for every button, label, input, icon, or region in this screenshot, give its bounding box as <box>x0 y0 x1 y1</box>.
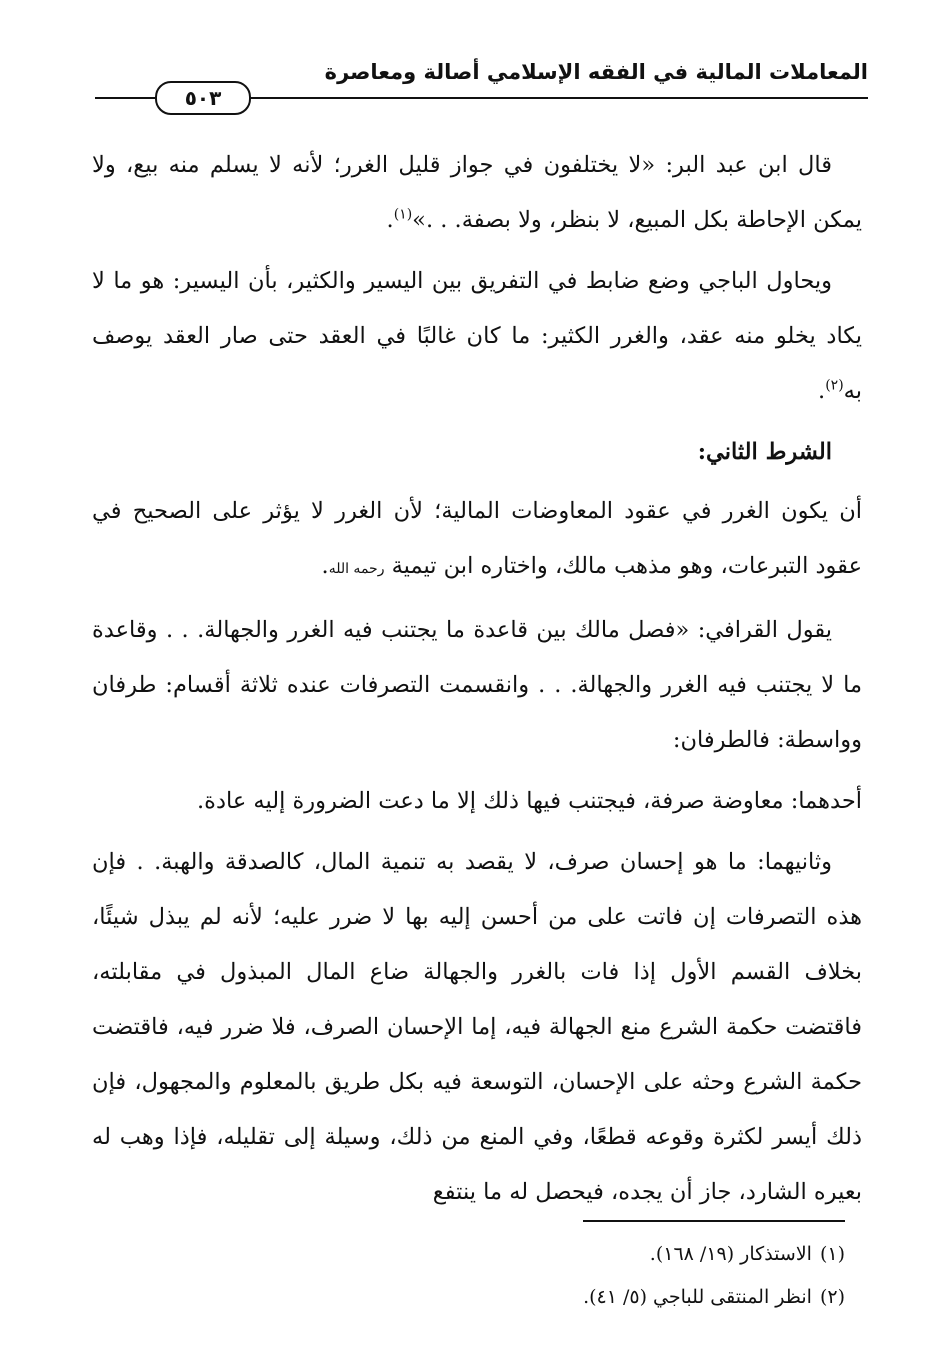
footnote-separator <box>583 1220 845 1222</box>
footnote-ref-1[interactable]: (١) <box>393 206 413 223</box>
paragraph-text: قال ابن عبد البر: «لا يختلفون في جواز قليل الغرر؛ لأنه لا يسلم منه بيع، ولا يمكن الإحاطة بكل المبيع، لا بنظر، ولا بصفة. . .» <box>92 152 862 233</box>
paragraph-ibn-abd-al-barr <box>92 138 862 248</box>
footnote-text: انظر المنتقى للباجي (٥/ ٤١). <box>583 1286 812 1308</box>
book-title: المعاملات المالية في الفقه الإسلامي أصالة ومعاصرة <box>324 60 868 84</box>
footnote-1 <box>85 1233 845 1276</box>
honorific-glyph: رحمه الله <box>328 561 385 577</box>
paragraph-second-part: وثانيهما: ما هو إحسان صرف، لا يقصد به تنمية المال، كالصدقة والهبة. . فإن هذه التصرفات إن فاتت على من أحسن إليه بها لا ضرر عليه؛ لأنه لم يبذل شيئًا، بخلاف القسم الأول إذا فات بالغرر والجهالة ضاع المال المبذول في مقابلته، فاقتضت حكمة الشرع منع الجهالة فيه، إما الإحسان الصرف، فلا ضرر فيه، فاقتضت حكمة الشرع وحثه على الإحسان، التوسعة فيه بكل طريق بالمعلوم والمجهول، فإن ذلك أيسر لكثرة وقوعه قطعًا، وفي المنع من ذلك، وسيلة إلى تقليله، فإذا وهب له بعيره الشارد، جاز أن يجده، فيحصل له ما ينتفع <box>92 849 862 1205</box>
paragraph-text: أن يكون الغرر في عقود المعاوضات المالية؛ لأن الغرر لا يؤثر على الصحيح في عقود التبرعات، وهو مذهب مالك، واختاره ابن تيمية <box>92 498 862 579</box>
paragraph-end: . <box>321 553 329 579</box>
paragraph-al-baji <box>92 254 862 419</box>
footnotes <box>85 1233 845 1319</box>
footnote-number: (٢) <box>819 1286 845 1308</box>
paragraph-text: ويحاول الباجي وضع ضابط في التفريق بين اليسير والكثير، بأن اليسير: هو ما لا يكاد يخلو منه عقد، والغرر الكثير: ما كان غالبًا في العقد حتى صار العقد يوصف به <box>92 268 862 404</box>
paragraph-end: . <box>818 378 826 404</box>
footnote-text: الاستذكار (١٩/ ١٦٨). <box>649 1243 812 1265</box>
page-number: ٥٠٣ <box>155 81 251 115</box>
paragraph-first-part: أحدهما: معاوضة صرفة، فيجتنب فيها ذلك إلا ما دعت الضرورة إليه عادة. <box>197 788 862 814</box>
footnote-2 <box>85 1276 845 1319</box>
section-heading: الشرط الثاني: <box>697 439 832 465</box>
paragraph-end: . <box>386 207 394 233</box>
footnote-ref-2[interactable]: (٢) <box>825 377 844 394</box>
paragraph-second-condition <box>92 484 862 597</box>
footnote-number: (١) <box>819 1243 845 1265</box>
running-header <box>95 52 868 122</box>
main-text <box>92 138 862 1226</box>
paragraph-al-qarafi: يقول القرافي: «فصل مالك بين قاعدة ما يجتنب فيه الغرر والجهالة. . . وقاعدة ما لا يجتنب فيه الغرر والجهالة. . . وانقسمت التصرفات عنده ثلاثة أقسام: طرفان وواسطة: فالطرفان: <box>92 617 862 753</box>
